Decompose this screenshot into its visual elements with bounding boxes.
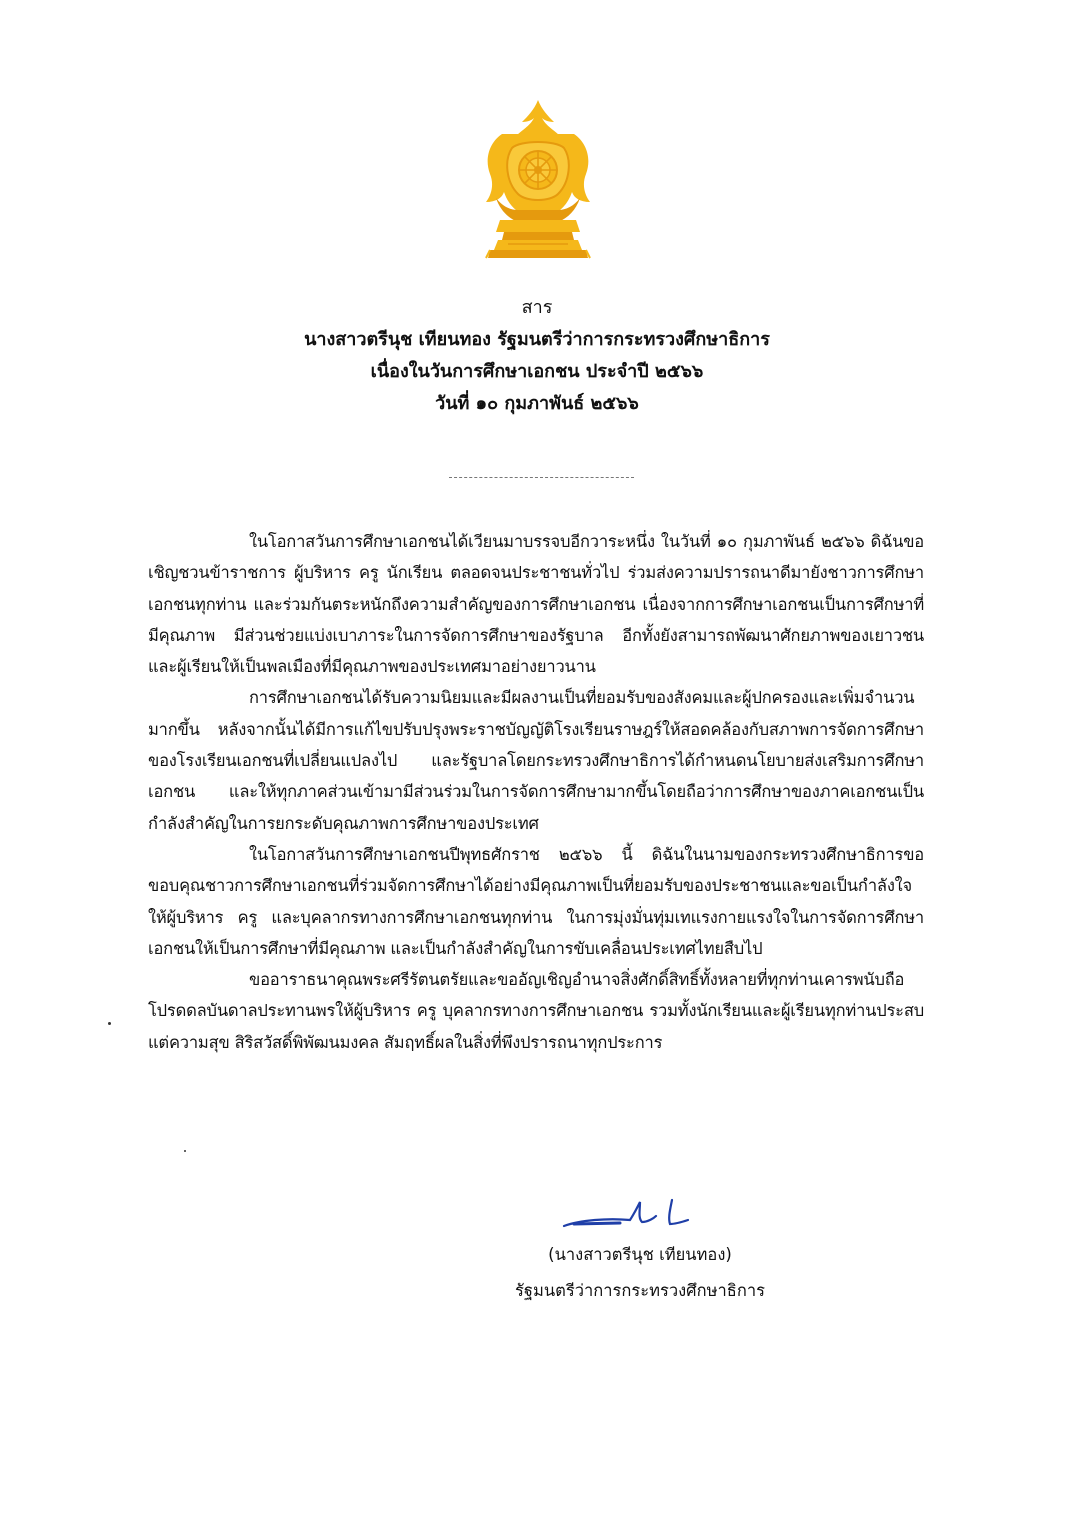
body-paragraph-2: การศึกษาเอกชนได้รับความนิยมและมีผลงานเป็นที่ยอมรับของสังคมและผู้ปกครองและเพิ่มจำนวนมากขึ้น หลังจากนั้นได้มีการแก้ไขปรับปรุงพระราชบัญญัติโรงเรียนราษฎร์ให้สอดคล้องกับสภาพการจัดการศึกษาของโรงเรียนเอกชนที่เปลี่ยนแปลงไป และรัฐบาลโดยกระทรวงศึกษาธิการได้กำหนดนโยบายส่งเสริมการศึกษาเอกชน และให้ทุกภาคส่วนเข้ามามีส่วนร่วมในการจัดการศึกษามากขึ้นโดยถือว่าการศึกษาของภาคเอกชนเป็นกำลังสำคัญในการยกระดับคุณภาพการศึกษาของประเทศ — [148, 688, 924, 833]
message-body — [148, 526, 924, 1058]
scan-speck — [184, 1150, 186, 1152]
body-paragraph-4: ขออาราธนาคุณพระศรีรัตนตรัยและขออัญเชิญอำนาจสิ่งศักดิ์สิทธิ์ทั้งหลายที่ทุกท่านเคารพนับถือ โปรดดลบันดาลประทานพรให้ผู้บริหาร ครู บุคลากรทางการศึกษาเอกชน รวมทั้งนักเรียนและผู้เรียนทุกท่านประสบแต่ความสุข สิริสวัสดิ์พิพัฒนมงคล สัมฤทธิ์ผลในสิ่งที่พึงปรารถนาทุกประการ — [148, 970, 924, 1052]
scan-speck — [108, 1022, 111, 1025]
signatory-name: (นางสาวตรีนุช เทียนทอง) — [548, 1245, 732, 1264]
message-header — [0, 292, 1074, 420]
signatory-position: รัฐมนตรีว่าการกระทรวงศึกษาธิการ — [515, 1281, 765, 1300]
ministry-emblem-icon — [482, 98, 594, 260]
body-paragraph-1: ในโอกาสวันการศึกษาเอกชนได้เวียนมาบรรจบอีกวาระหนึ่ง ในวันที่ ๑๐ กุมภาพันธ์ ๒๕๖๖ ดิฉันขอเชิญชวนข้าราชการ ผู้บริหาร ครู นักเรียน ตลอดจนประชาชนทั่วไป ร่วมส่งความปรารถนาดีมายังชาวการศึกษาเอกชนทุกท่าน และร่วมกันตระหนักถึงความสำคัญของการศึกษาเอกชน เนื่องจากการศึกษาเอกชนเป็นการศึกษาที่มีคุณภาพ มีส่วนช่วยแบ่งเบาภาระในการจัดการศึกษาของรัฐบาล อีกทั้งยังสามารถพัฒนาศักยภาพของเยาวชนและผู้เรียนให้เป็นพลเมืองที่มีคุณภาพของประเทศมาอย่างยาวนาน — [148, 532, 924, 677]
header-occasion: เนื่องในวันการศึกษาเอกชน ประจำปี ๒๕๖๖ — [370, 361, 704, 382]
body-paragraph-3: ในโอกาสวันการศึกษาเอกชนปีพุทธศักราช ๒๕๖๖ นี้ ดิฉันในนามของกระทรวงศึกษาธิการขอขอบคุณชาวการศึกษาเอกชนที่ร่วมจัดการศึกษาได้อย่างมีคุณภาพเป็นที่ยอมรับของประชาชนและขอเป็นกำลังใจให้ผู้บริหาร ครู และบุคลากรทางการศึกษาเอกชนทุกท่าน ในการมุ่งมั่นทุ่มเทแรงกายแรงใจในการจัดการศึกษาเอกชนให้เป็นการศึกษาที่มีคุณภาพ และเป็นกำลังสำคัญในการขับเคลื่อนประเทศไทยสืบไป — [148, 844, 924, 958]
header-minister-name: นางสาวตรีนุช เทียนทอง รัฐมนตรีว่าการกระทรวงศึกษาธิการ — [304, 329, 770, 350]
handwritten-signature — [560, 1196, 695, 1232]
header-date: วันที่ ๑๐ กุมภาพันธ์ ๒๕๖๖ — [435, 393, 639, 414]
header-divider — [449, 477, 634, 478]
header-title: สาร — [521, 297, 553, 318]
